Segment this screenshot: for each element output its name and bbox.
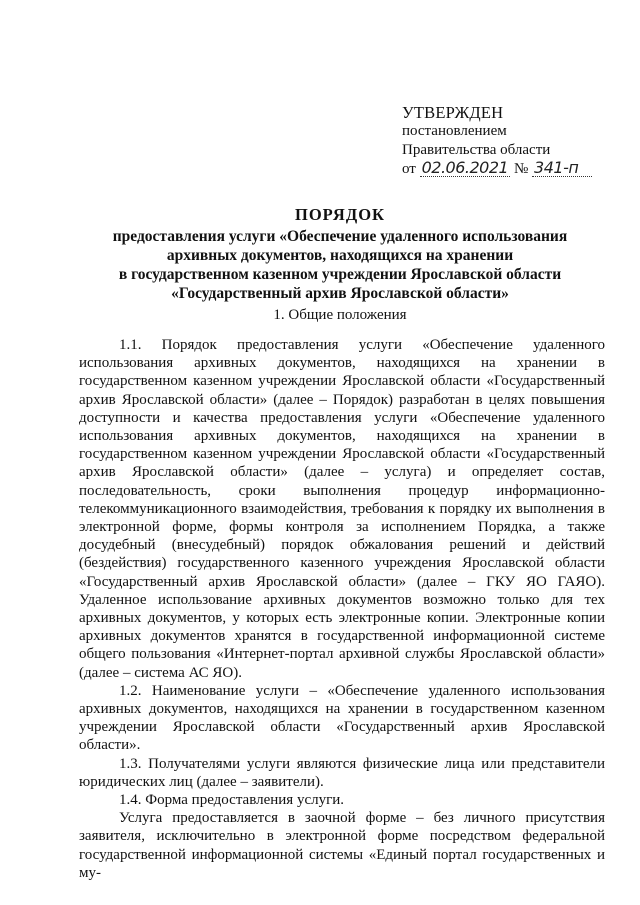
section-heading: 1. Общие положения <box>273 307 407 323</box>
document-subtitle-line: «Государственный архив Ярославской области» <box>171 285 509 302</box>
approval-date-line <box>402 160 592 179</box>
paragraph-1-2: 1.2. Наименование услуги – «Обеспечение удаленного использования архивных документов, находящихся на хранении в государственном казенном учреждении Ярославской области «Государственный архив Ярославской области». <box>79 682 605 754</box>
approval-title: УТВЕРЖДЕН <box>402 103 504 122</box>
document-body <box>79 336 605 882</box>
paragraph-1-4: 1.4. Форма предоставления услуги. <box>119 792 345 809</box>
document-title-block <box>40 205 640 303</box>
document-subtitle-line: предоставления услуги «Обеспечение удаленного использования <box>112 228 568 245</box>
paragraph-1-3: 1.3. Получателями услуги являются физические лица или представители юридических лиц (далее – заявители). <box>79 755 605 790</box>
paragraph-service-form: Услуга предоставляется в заочной форме – без личного присутствия заявителя, исключительно в электронной форме посредством федеральной государственной информационной системы «Единый портал государственных и му- <box>79 810 605 881</box>
from-label: от <box>402 161 416 177</box>
paragraph-1-1: 1.1. Порядок предоставления услуги «Обеспечение удаленного использования архивных документов, находящихся на хранении в государственном казенном учреждении Ярославской области «Государственный архив Ярославской области» (далее – Порядок) разработан в целях повышения доступности и качества предоставления услуги «Обеспечение удаленного использования архивных документов, находящихся на хранении в государственном казенном учреждении Ярославской области «Государственный архив Ярославской области» (далее – услуга) и определяет состав, последовательность, сроки выполнения процедур информационно-телекоммуникационного взаимодействия, требования к порядку их выполнения в электронной форме, формы контроля за исполнением Порядка, а также досудебный (внесудебный) порядок обжалования решений и действий (бездействия) государственного казенного учреждения Ярославской области «Государственный архив Ярославской области» (далее – ГКУ ЯО ГАЯО). Удаленное использование архивных документов возможно только для тех архивных документов, у которых есть электронные копии. Электронные копии архивных документов хранятся в государственной информационной системе общего пользования «Интернет-портал архивной службы Ярославской области» (далее – система АС ЯО). <box>79 337 605 681</box>
document-subtitle-line: в государственном казенном учреждении Ярославской области <box>118 266 562 283</box>
document-title: ПОРЯДОК <box>295 205 385 224</box>
approval-number: 341-п <box>532 160 592 177</box>
approval-line-1: постановлением <box>402 123 507 139</box>
approval-date: 02.06.2021 <box>421 158 509 177</box>
document-subtitle-line: архивных документов, находящихся на хранении <box>166 247 514 264</box>
number-label: № <box>513 161 529 177</box>
approval-line-2: Правительства области <box>402 142 551 158</box>
approval-stamp <box>402 103 592 179</box>
